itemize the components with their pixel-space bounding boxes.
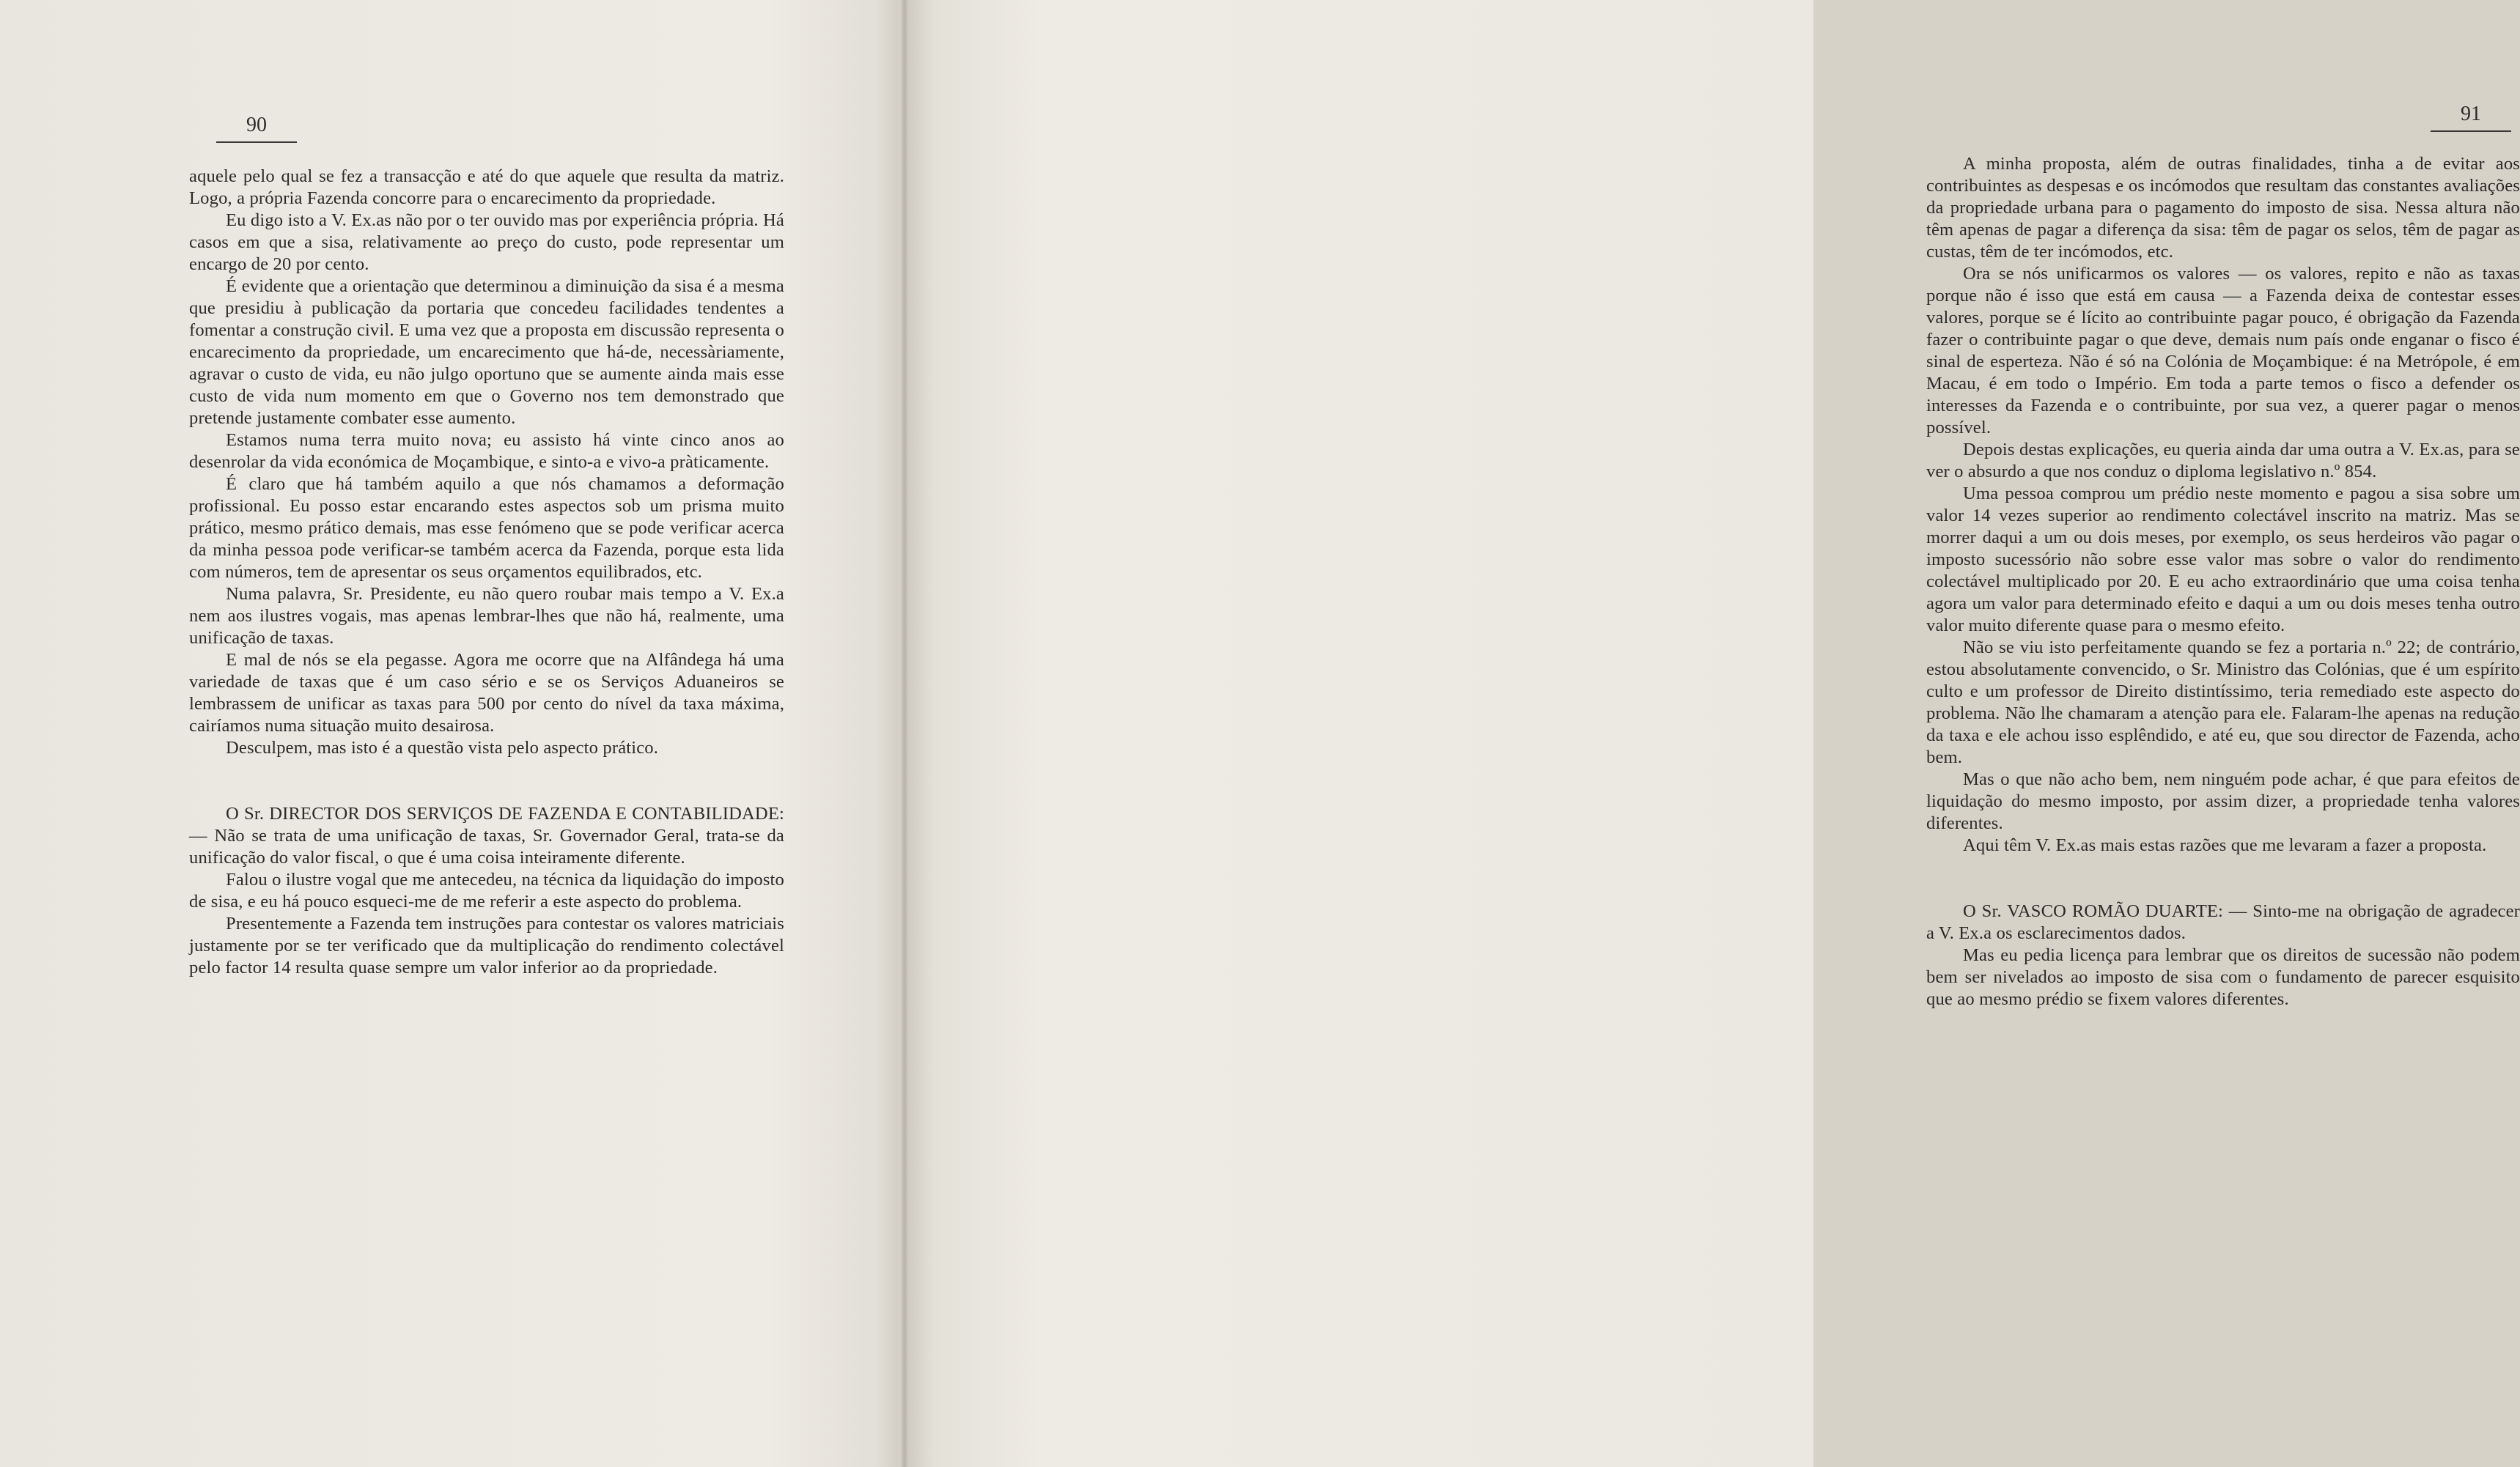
paragraph: Mas o que não acho bem, nem ninguém pode achar, é que para efeitos de liquidação do mesmo imposto, por assim dizer, a propriedade tenha valores diferentes. (1926, 769, 2520, 833)
paragraph: É evidente que a orientação que determinou a diminuição da sisa é a mesma que presidiu à publicação da portaria que concedeu facilidades tendentes a fomentar a construção civil. E uma vez que a proposta em discussão representa o encarecimento da propriedade, um encarecimento que há-de, necessàriamente, agravar o custo de vida, eu não julgo oportuno que se aumente ainda mais esse custo de vida num momento em que o Governo nos tem demonstrado que pretende justamente combater esse aumento. (189, 276, 784, 428)
paragraph: Mas eu pedia licença para lembrar que os direitos de sucessão não podem bem ser nivelados ao imposto de sisa com o fundamento de parecer esquisito que ao mesmo prédio se fixem valores diferentes. (1926, 945, 2520, 1009)
speaker-name: O Sr. VASCO ROMÃO DUARTE: (1963, 901, 2224, 921)
right-page-number: 91 (2431, 103, 2511, 132)
speaker-paragraph (1926, 901, 2520, 945)
paragraph: Estamos numa terra muito nova; eu assisto há vinte cinco anos ao desenrolar da vida económica de Moçambique, e sinto-a e vivo-a pràticamente. (189, 430, 784, 472)
speaker-paragraph (189, 803, 784, 869)
left-page (0, 0, 903, 1467)
paragraph: E mal de nós se ela pegasse. Agora me ocorre que na Alfândega há uma variedade de taxas que é um caso sério e se os Serviços Aduaneiros se lembrassem de unificar as taxas para 500 por cento do nível da taxa máxima, cairíamos numa situação muito desairosa. (189, 650, 784, 736)
paragraph: Depois destas explicações, eu queria ainda dar uma outra a V. Ex.as, para se ver o absurdo a que nos conduz o diploma legislativo n.º 854. (1926, 440, 2520, 481)
speaker-name: O Sr. DIRECTOR DOS SERVIÇOS DE FAZENDA E CONTABILIDADE: (226, 804, 784, 824)
paragraph: Desculpem, mas isto é a questão vista pelo aspecto prático. (226, 738, 659, 758)
paragraph: Falou o ilustre vogal que me antecedeu, na técnica da liquidação do imposto de sisa, e eu há pouco esqueci-me de me referir a este aspecto do problema. (189, 870, 784, 912)
right-page-text (1926, 153, 2520, 1010)
paragraph: aquele pelo qual se fez a transacção e até do que aquele que resulta da matriz. Logo, a própria Fazenda concorre para o encarecimento da propriedade. (189, 166, 784, 208)
paragraph: A minha proposta, além de outras finalidades, tinha a de evitar aos contribuintes as despesas e os incómodos que resultam das constantes avaliações da propriedade urbana para o pagamento do imposto de sisa. Nessa altura não têm apenas de pagar a diferença da sisa: têm de pagar os selos, têm de pagar as custas, têm de ter incómodos, etc. (1926, 154, 2520, 262)
right-page (907, 0, 2520, 1467)
speaker-text: — Não se trata de uma unificação de taxas, Sr. Governador Geral, trata-se da unificação do valor fiscal, o que é uma coisa inteiramente diferente. (189, 826, 784, 868)
paragraph: Ora se nós unificarmos os valores — os valores, repito e não as taxas porque não é isso que está em causa — a Fazenda deixa de contestar esses valores, porque se é lícito ao contribuinte pagar pouco, é obrigação da Fazenda fazer o contribuinte pagar o que deve, demais num país onde enganar o fisco é sinal de esperteza. Não é só na Colónia de Moçambique: é na Metrópole, é em Macau, é em todo o Império. Em toda a parte temos o fisco a defender os interesses da Fazenda e o contribuinte, por sua vez, a querer pagar o menos possível. (1926, 264, 2520, 437)
paragraph: É claro que há também aquilo a que nós chamamos a deformação profissional. Eu posso estar encarando estes aspectos sob um prisma muito prático, mesmo prático demais, mas esse fenómeno que se pode verificar acerca da minha pessoa pode verificar-se também acerca da Fazenda, porque esta lida com números, tem de apresentar os seus orçamentos equilibrados, etc. (189, 474, 784, 582)
left-page-number: 90 (216, 114, 297, 143)
paragraph: Uma pessoa comprou um prédio neste momento e pagou a sisa sobre um valor 14 vezes superior ao rendimento colectável inscrito na matriz. Mas se morrer daqui a um ou dois meses, por exemplo, os seus herdeiros vão pagar o imposto sucessório não sobre esse valor mas sobre o valor do rendimento colectável multiplicado por 20. E eu acho extraordinário que uma coisa tenha agora um valor para determinado efeito e daqui a um ou dois meses tenha outro valor muito diferente quase para o mesmo efeito. (1926, 484, 2520, 635)
left-page-text (189, 166, 784, 979)
paragraph: Presentemente a Fazenda tem instruções para contestar os valores matriciais justamente por se ter verificado que da multiplicação do rendimento colectável pelo factor 14 resulta quase sempre um valor inferior ao da propriedade. (189, 914, 784, 978)
paragraph: Não se viu isto perfeitamente quando se fez a portaria n.º 22; de contrário, estou absolutamente convencido, o Sr. Ministro das Colónias, que é um espírito culto e um professor de Direito distintíssimo, teria remediado este aspecto do problema. Não lhe chamaram a atenção para ele. Falaram-lhe apenas na redução da taxa e ele achou isso esplêndido, e até eu, que sou director de Fazenda, acho bem. (1926, 638, 2520, 767)
paragraph: Aqui têm V. Ex.as mais estas razões que me levaram a fazer a proposta. (1963, 835, 2487, 855)
paragraph: Eu digo isto a V. Ex.as não por o ter ouvido mas por experiência própria. Há casos em que a sisa, relativamente ao preço do custo, pode representar um encargo de 20 por cento. (189, 210, 784, 274)
speaker-text: — Sinto-me na obrigação de agradecer a V. Ex.a os esclarecimentos dados. (1926, 901, 2520, 943)
paragraph: Numa palavra, Sr. Presidente, eu não quero roubar mais tempo a V. Ex.a nem aos ilustres vogais, mas apenas lembrar-lhes que não há, realmente, uma unificação de taxas. (189, 584, 784, 648)
